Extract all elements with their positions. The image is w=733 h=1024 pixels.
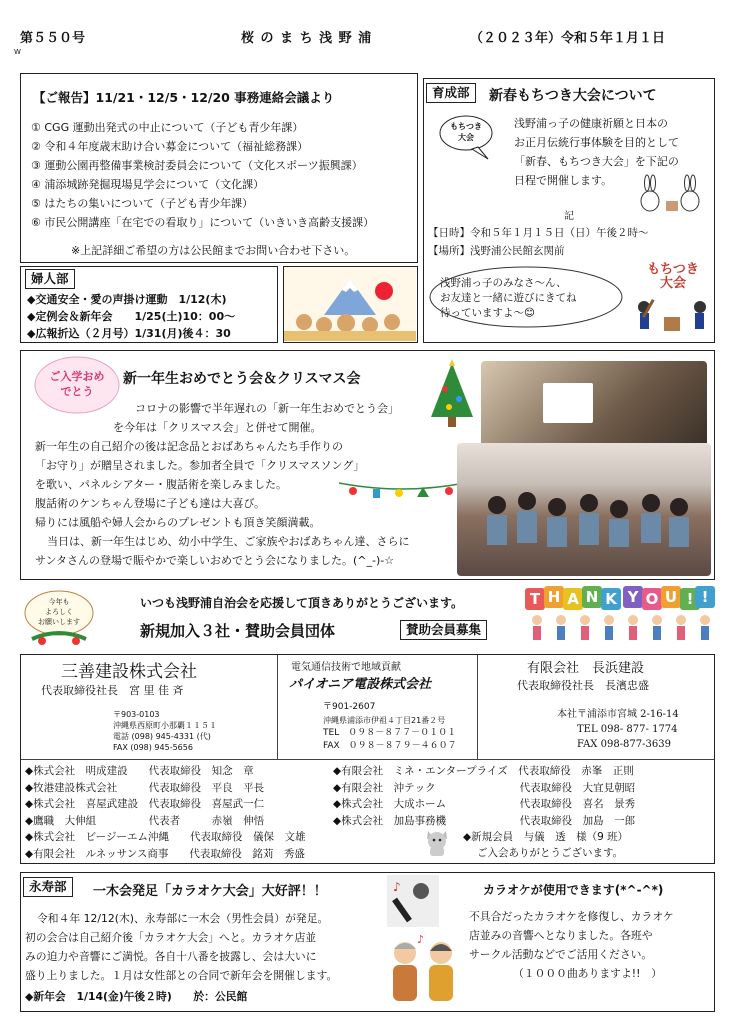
sponsor-list-item: ◆鷹職 大伸組 代表者 赤嶺 伸悟: [25, 814, 265, 827]
karaoke-box: [20, 872, 715, 1012]
cat-icon: [423, 827, 451, 857]
report-box: [20, 73, 418, 263]
new-member-line: ◆新規会員 与儀 透 様（9 班）: [463, 831, 629, 843]
thank-letter: U: [661, 586, 681, 608]
list-item: ③ 運動公園再整備事業検討委員会について（文化スポーツ振興課）: [31, 159, 363, 172]
list-item: ① CGG 運動出発式の中止について（子ども青少年課）: [31, 121, 304, 134]
sponsor-list-item: ◆有限会社 沖テック 代表取締役 大宜見朝昭: [333, 781, 636, 794]
list-item: ② 令和４年度歳末助け合い募金について（福祉総務課）: [31, 140, 309, 153]
thank-letter: O: [642, 588, 662, 610]
greeting-badge: [22, 587, 96, 649]
thank-you-banner: [525, 586, 715, 646]
microphone-icon: [387, 875, 439, 927]
thank-letter: Y: [623, 586, 643, 608]
sponsor-card-line: FAX ０９８－８７９－４６０７: [323, 741, 457, 751]
report-list: [31, 118, 374, 232]
mochi-box: [423, 78, 715, 343]
fujin-item: ◆定例会＆新年会 1/25(土)10：00～: [27, 310, 236, 323]
sponsor-list-item: ◆株式会社 喜屋武建設 代表取締役 喜屋武一仁: [25, 798, 265, 810]
party-body-line: 「お守り」が贈呈されました。参加者全員で「クリスマスソング」: [35, 459, 365, 472]
fujin-tag: 婦人部: [25, 269, 75, 289]
mochi-logo-text: もちつき大会: [647, 262, 699, 291]
new-year-illustration: [283, 266, 418, 343]
mochi-speech: [428, 265, 624, 329]
sponsor-card-line: 本社〒浦添市宮城 2-16-14: [557, 709, 679, 720]
mountain-animals-icon: [284, 267, 416, 341]
party-badge-text: ご入学おめでとう: [49, 370, 105, 398]
greeting-badge-line: お願いします: [38, 618, 80, 626]
sponsor-list-item: ◆株式会社 明成建設 代表取締役 知念 章: [25, 765, 254, 777]
thank-letter: A: [563, 588, 583, 610]
party-box: [20, 350, 715, 580]
fujin-box: [20, 266, 278, 343]
mochi-bubble-illustration: [438, 113, 494, 163]
karaoke-right-line: 不具合だったカラオケを修復し、カラオケ: [469, 910, 674, 923]
corner-mark: W: [14, 48, 21, 56]
mochi-where: 【場所】浅野浦公民館玄関前: [428, 245, 565, 257]
rabbit-icon: [636, 171, 706, 215]
party-body-line: を歌い、パネルシアター・腹話術を楽しみました。: [35, 478, 287, 491]
mochi-body-line: お正月伝統行事体験を目的として: [514, 136, 679, 149]
thank-letter: K: [601, 588, 621, 610]
singers-icon: [383, 931, 463, 1009]
sponsor-list-item: ◆有限会社 ルネッサンス商事 代表取締役 銘苅 秀盛: [25, 847, 305, 860]
sponsor-box: [20, 654, 715, 864]
sponsor-card-line: 電話 (098) 945-4331 (代): [113, 732, 211, 741]
sponsor-card-line: TEL ０９８－８７７－０１０１: [323, 728, 457, 738]
svg-text:♪: ♪: [417, 933, 425, 946]
sponsor-card-rep: 代表取締役社長 宮 里 佳 斉: [41, 684, 184, 697]
rabbits-illustration: [636, 171, 706, 215]
party-photo-audience: [457, 443, 711, 576]
ornament-garland: [337, 479, 467, 501]
sponsor-list-item: ◆株式会社 加島事務機 代表取締役 加島 一郎: [333, 814, 636, 827]
sponsor-card-line: 〒901-2607: [323, 702, 376, 712]
report-title: 【ご報告】11/21・12/5・12/20 事務連絡会議より: [33, 90, 335, 105]
mochi-speech-line: 浅野浦っ子のみなさ～ん、: [440, 277, 567, 289]
party-body-line: サンタさんの登場で賑やかで楽しいおめでとう会になりました。(^_-)-☆: [35, 554, 395, 567]
sponsor-card-line: 沖縄県浦添市伊祖４丁目21番２号: [323, 716, 446, 725]
mochi-pounding-icon: [632, 293, 712, 339]
sponsor-card-rep: 代表取締役社長 長濱忠盛: [517, 679, 649, 692]
sponsor-thanks: いつも浅野浦自治会を応援して頂きありがとうございます。: [140, 596, 464, 610]
sponsor-card-tagline: 電気通信技術で地域貢献: [291, 662, 401, 673]
party-photo-stage: [481, 361, 707, 447]
mochi-body-line: 日程で開催します。: [514, 174, 613, 187]
sponsor-list-item: ◆有限会社 ミネ・エンタープライズ 代表取締役 赤峯 正則: [333, 765, 634, 777]
report-note: ※上記詳細ご希望の方は公民館までお問い合わせ下さい。: [71, 244, 356, 257]
thank-letter: N: [582, 586, 602, 608]
cat-illustration: [423, 827, 451, 857]
karaoke-right-line: 店並みの音響へとなりました。各班や: [469, 929, 653, 942]
karaoke-title: 一木会発足「カラオケ大会」大好評！！: [93, 884, 327, 899]
singers-illustration: [383, 931, 463, 1009]
list-item: ④ 浦添城跡発掘現場見学会について（文化課）: [31, 178, 265, 191]
mochi-body-line: 「新春、もちつき大会」を下記の: [514, 155, 679, 168]
sponsor-card-line: FAX (098) 945-5656: [113, 743, 193, 752]
greeting-badge-line: よろしく: [45, 608, 73, 616]
greeting-badge-line: 今年も: [48, 598, 70, 606]
thank-letter: T: [525, 588, 545, 610]
mochi-logo: [632, 263, 712, 337]
party-body-line: コロナの影響で半年遅れの「新一年生おめでとう会」: [135, 402, 399, 415]
fujin-item: ◆交通安全・愛の声掛け運動 1/12(木): [27, 293, 227, 306]
mochi-tag: 育成部: [426, 83, 476, 103]
garland-icon: [337, 479, 467, 501]
karaoke-right-line: サークル活動などでご活用ください。: [469, 948, 653, 961]
new-member-line: ご入会ありがとうございます。: [477, 847, 624, 859]
mochi-when: 【日時】令和５年１月１５日（日）午後２時～: [428, 227, 649, 239]
issue-number: 第５５０号: [20, 31, 86, 46]
mochi-bubble: もちつき大会: [450, 122, 482, 142]
sponsor-list-item: ◆株式会社 大成ホーム 代表取締役 喜名 景秀: [333, 798, 636, 810]
sponsor-card-name: 有限会社 長浜建設: [527, 661, 645, 676]
mochi-ki: 記: [564, 211, 574, 222]
christmas-tree-icon: [427, 359, 477, 429]
fujin-item: ◆広報折込（２月号）1/31(月)後４：30: [27, 327, 231, 340]
svg-text:♪: ♪: [393, 880, 401, 894]
mochi-speech-line: お友達と一緒に遊びにきてね: [440, 292, 577, 304]
mochi-speech-line: 待っていますよ～😊: [440, 307, 535, 319]
thank-letter: !: [680, 588, 700, 610]
karaoke-body-line: 令和４年 12/12(木)、永寿部に一木会（男性会員）が発足。: [37, 912, 329, 925]
thank-letter: !: [695, 586, 715, 608]
karaoke-right-line: （１０００曲ありますよ!! ）: [513, 967, 663, 980]
sponsor-list-item: ◆牧港建設株式会社 代表取締役 平良 平長: [25, 781, 265, 794]
karaoke-body-line: 初の会合は自己紹介後「カラオケ大会」へと。カラオケ店並: [25, 931, 317, 944]
party-body-line: 帰りには風船や婦人会からのプレゼントも頂き笑顔満載。: [35, 516, 321, 529]
list-item: ⑥ 市民公開講座「在宅での看取り」について（いきいき高齢支援課）: [31, 216, 375, 229]
sponsor-card-line: FAX 098-877-3639: [577, 739, 671, 750]
party-body-line: 新一年生の自己紹介の後は記念品とおばあちゃんたち手作りの: [35, 440, 343, 453]
sponsor-card-line: 〒903-0103: [113, 710, 160, 719]
karaoke-right-title: カラオケが使用できます(*^-^*): [483, 883, 664, 897]
audience-icon: [457, 443, 711, 576]
newsletter-title: 桜 の ま ち 浅 野 浦: [241, 31, 373, 46]
party-body-line: 当日は、新一年生はじめ、幼小中学生、ご家族やおばあちゃん達、さらに: [47, 535, 410, 548]
recruit-badge: 賛助会員募集: [400, 620, 487, 640]
sponsor-card-name: パイオニア電設株式会社: [289, 677, 432, 692]
thank-letter: H: [544, 586, 564, 608]
mochi-title: 新春もちつき大会について: [489, 88, 657, 104]
sponsor-card-line: 沖縄県西原町小那覇１１５１: [113, 721, 217, 730]
mochi-body-line: 浅野浦っ子の健康祈願と日本の: [514, 117, 668, 130]
list-item: ⑤ はたちの集いについて（子ども青少年課）: [31, 197, 254, 210]
party-body-line: を今年は「クリスマス会」と併せて開催。: [113, 421, 322, 434]
microphone-illustration: [387, 875, 439, 927]
karaoke-body-line: みの迫力や音響にご満悦。各自十八番を披露し、会は大いに: [25, 950, 317, 963]
sponsor-card-line: TEL 098- 877- 1774: [577, 724, 678, 735]
karaoke-tag: 永寿部: [23, 877, 73, 897]
karaoke-body-line: 盛り上りました。１月は女性部との合同で新年会を開催します。: [25, 969, 338, 982]
sponsor-list-item: ◆株式会社 ビージーエム沖縄 代表取締役 儀保 文雄: [25, 831, 306, 843]
christmas-tree: [427, 359, 477, 429]
kids-icon: [525, 612, 715, 644]
party-body-line: 腹話術のケンちゃん登場に子ども達は大喜び。: [35, 497, 266, 510]
issue-date: （２０２３年）令和５年１月１日: [470, 31, 666, 46]
party-title: 新一年生おめでとう会＆クリスマス会: [123, 371, 361, 387]
sponsor-card-name: 三善建設株式会社: [61, 662, 197, 682]
sponsor-title: 新規加入３社・賛助会員団体: [140, 622, 336, 640]
karaoke-event: ◆新年会 1/14(金)午後２時) 於：公民館: [25, 990, 248, 1003]
